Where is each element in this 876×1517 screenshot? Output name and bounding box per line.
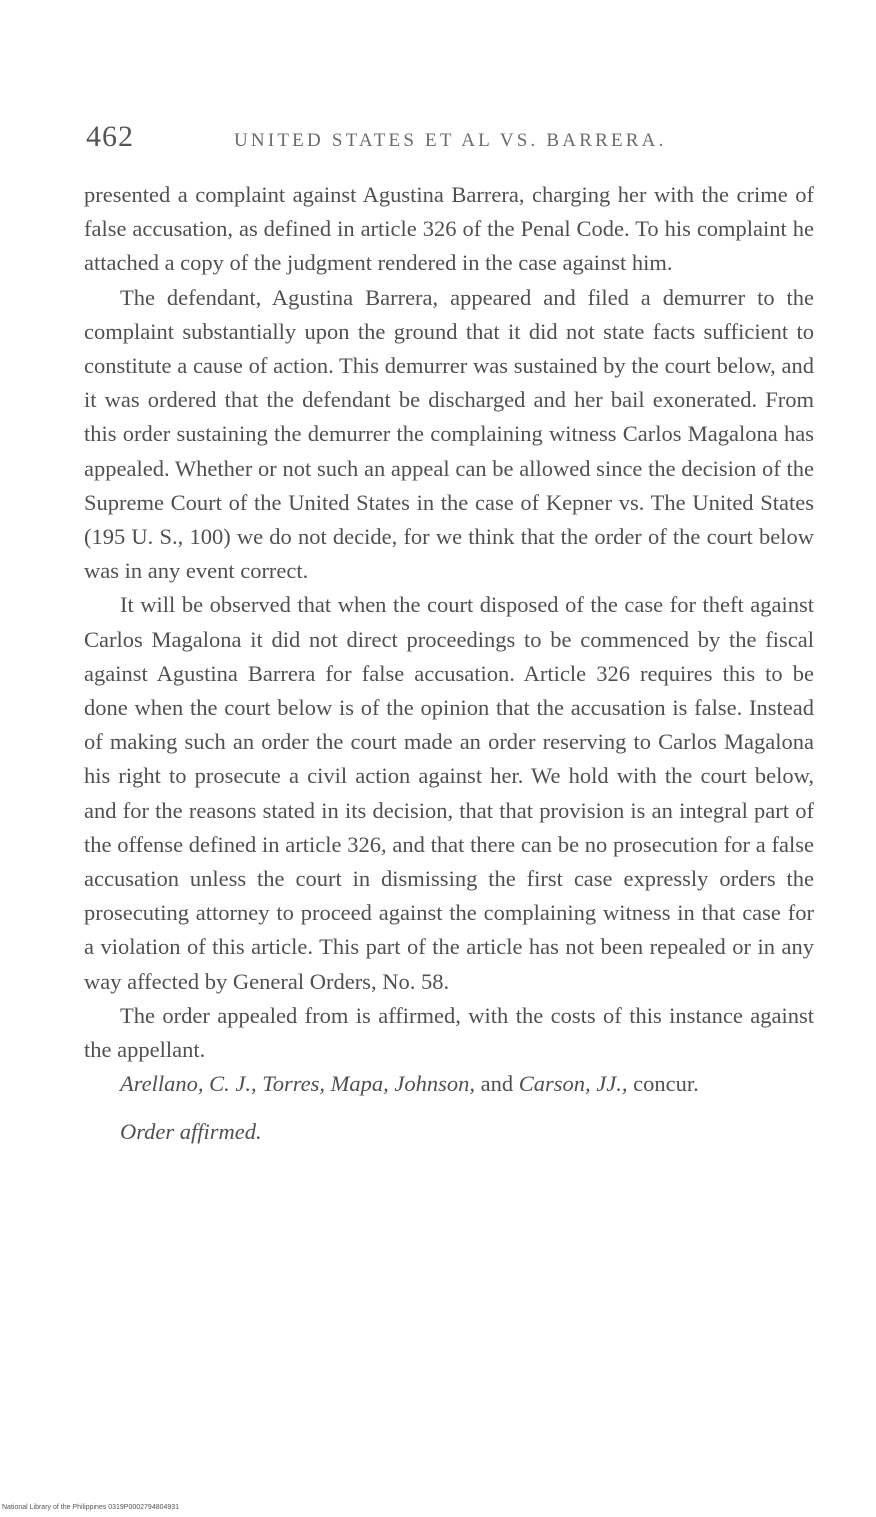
concurring-last-judge: Carson, JJ., xyxy=(518,1071,628,1097)
running-title: UNITED STATES ET AL VS. BARRERA. xyxy=(234,130,667,151)
disposition: Order affirmed. xyxy=(120,1119,262,1145)
scan-footer: National Library of the Philippines 0319P0002794804931 xyxy=(2,1504,180,1511)
concurrence-line xyxy=(84,1067,814,1101)
page-number: 462 xyxy=(86,120,134,153)
opinion-body xyxy=(84,178,814,1150)
paragraph-holding: It will be observed that when the court disposed of the case for theft against Carlos Magalona it did not direct proceedings to be commenced by the fiscal against Agustina Barrera for false accusation. Article 326 requires this to be done when the court below is of the opinion that the accusation is false. Instead of making such an order the court made an order reserving to Carlos Magalona his right to prosecute a civil action against her. We hold with the court below, and for the reasons stated in its decision, that that provision is an integral part of the offense defined in article 326, and that there can be no prosecution for a false accusation unless the court in dismissing the first case expressly orders the prosecuting attorney to proceed against the complaining witness in that case for a violation of this article. This part of the article has not been repealed or in any way affected by General Orders, No. 58. xyxy=(84,592,814,994)
running-head xyxy=(86,120,814,160)
paragraph-continued: presented a complaint against Agustina Barrera, charging her with the crime of false accusation, as defined in article 326 of the Penal Code. To his complaint he attached a copy of the judgment rendered in the case against him. xyxy=(84,182,814,276)
paragraph-demurrer: The defendant, Agustina Barrera, appeared and filed a demurrer to the complaint substantially upon the ground that it did not state facts sufficient to constitute a cause of action. This demurrer was sustained by the court below, and it was ordered that the defendant be discharged and her bail exonerated. From this order sustaining the demurrer the complaining witness Carlos Magalona has appealed. Whether or not such an appeal can be allowed since the decision of the Supreme Court of the United States in the case of Kepner vs. The United States (195 U. S., 100) we do not decide, for we think that the order of the court below was in any event correct. xyxy=(84,284,814,584)
concurring-judges: Arellano, C. J., Torres, Mapa, Johnson, xyxy=(120,1071,476,1097)
concurrence-and: and xyxy=(480,1071,514,1097)
concurrence-verb: concur. xyxy=(633,1071,699,1097)
paragraph-judgment: The order appealed from is affirmed, with the costs of this instance against the appellant. xyxy=(84,1002,814,1063)
